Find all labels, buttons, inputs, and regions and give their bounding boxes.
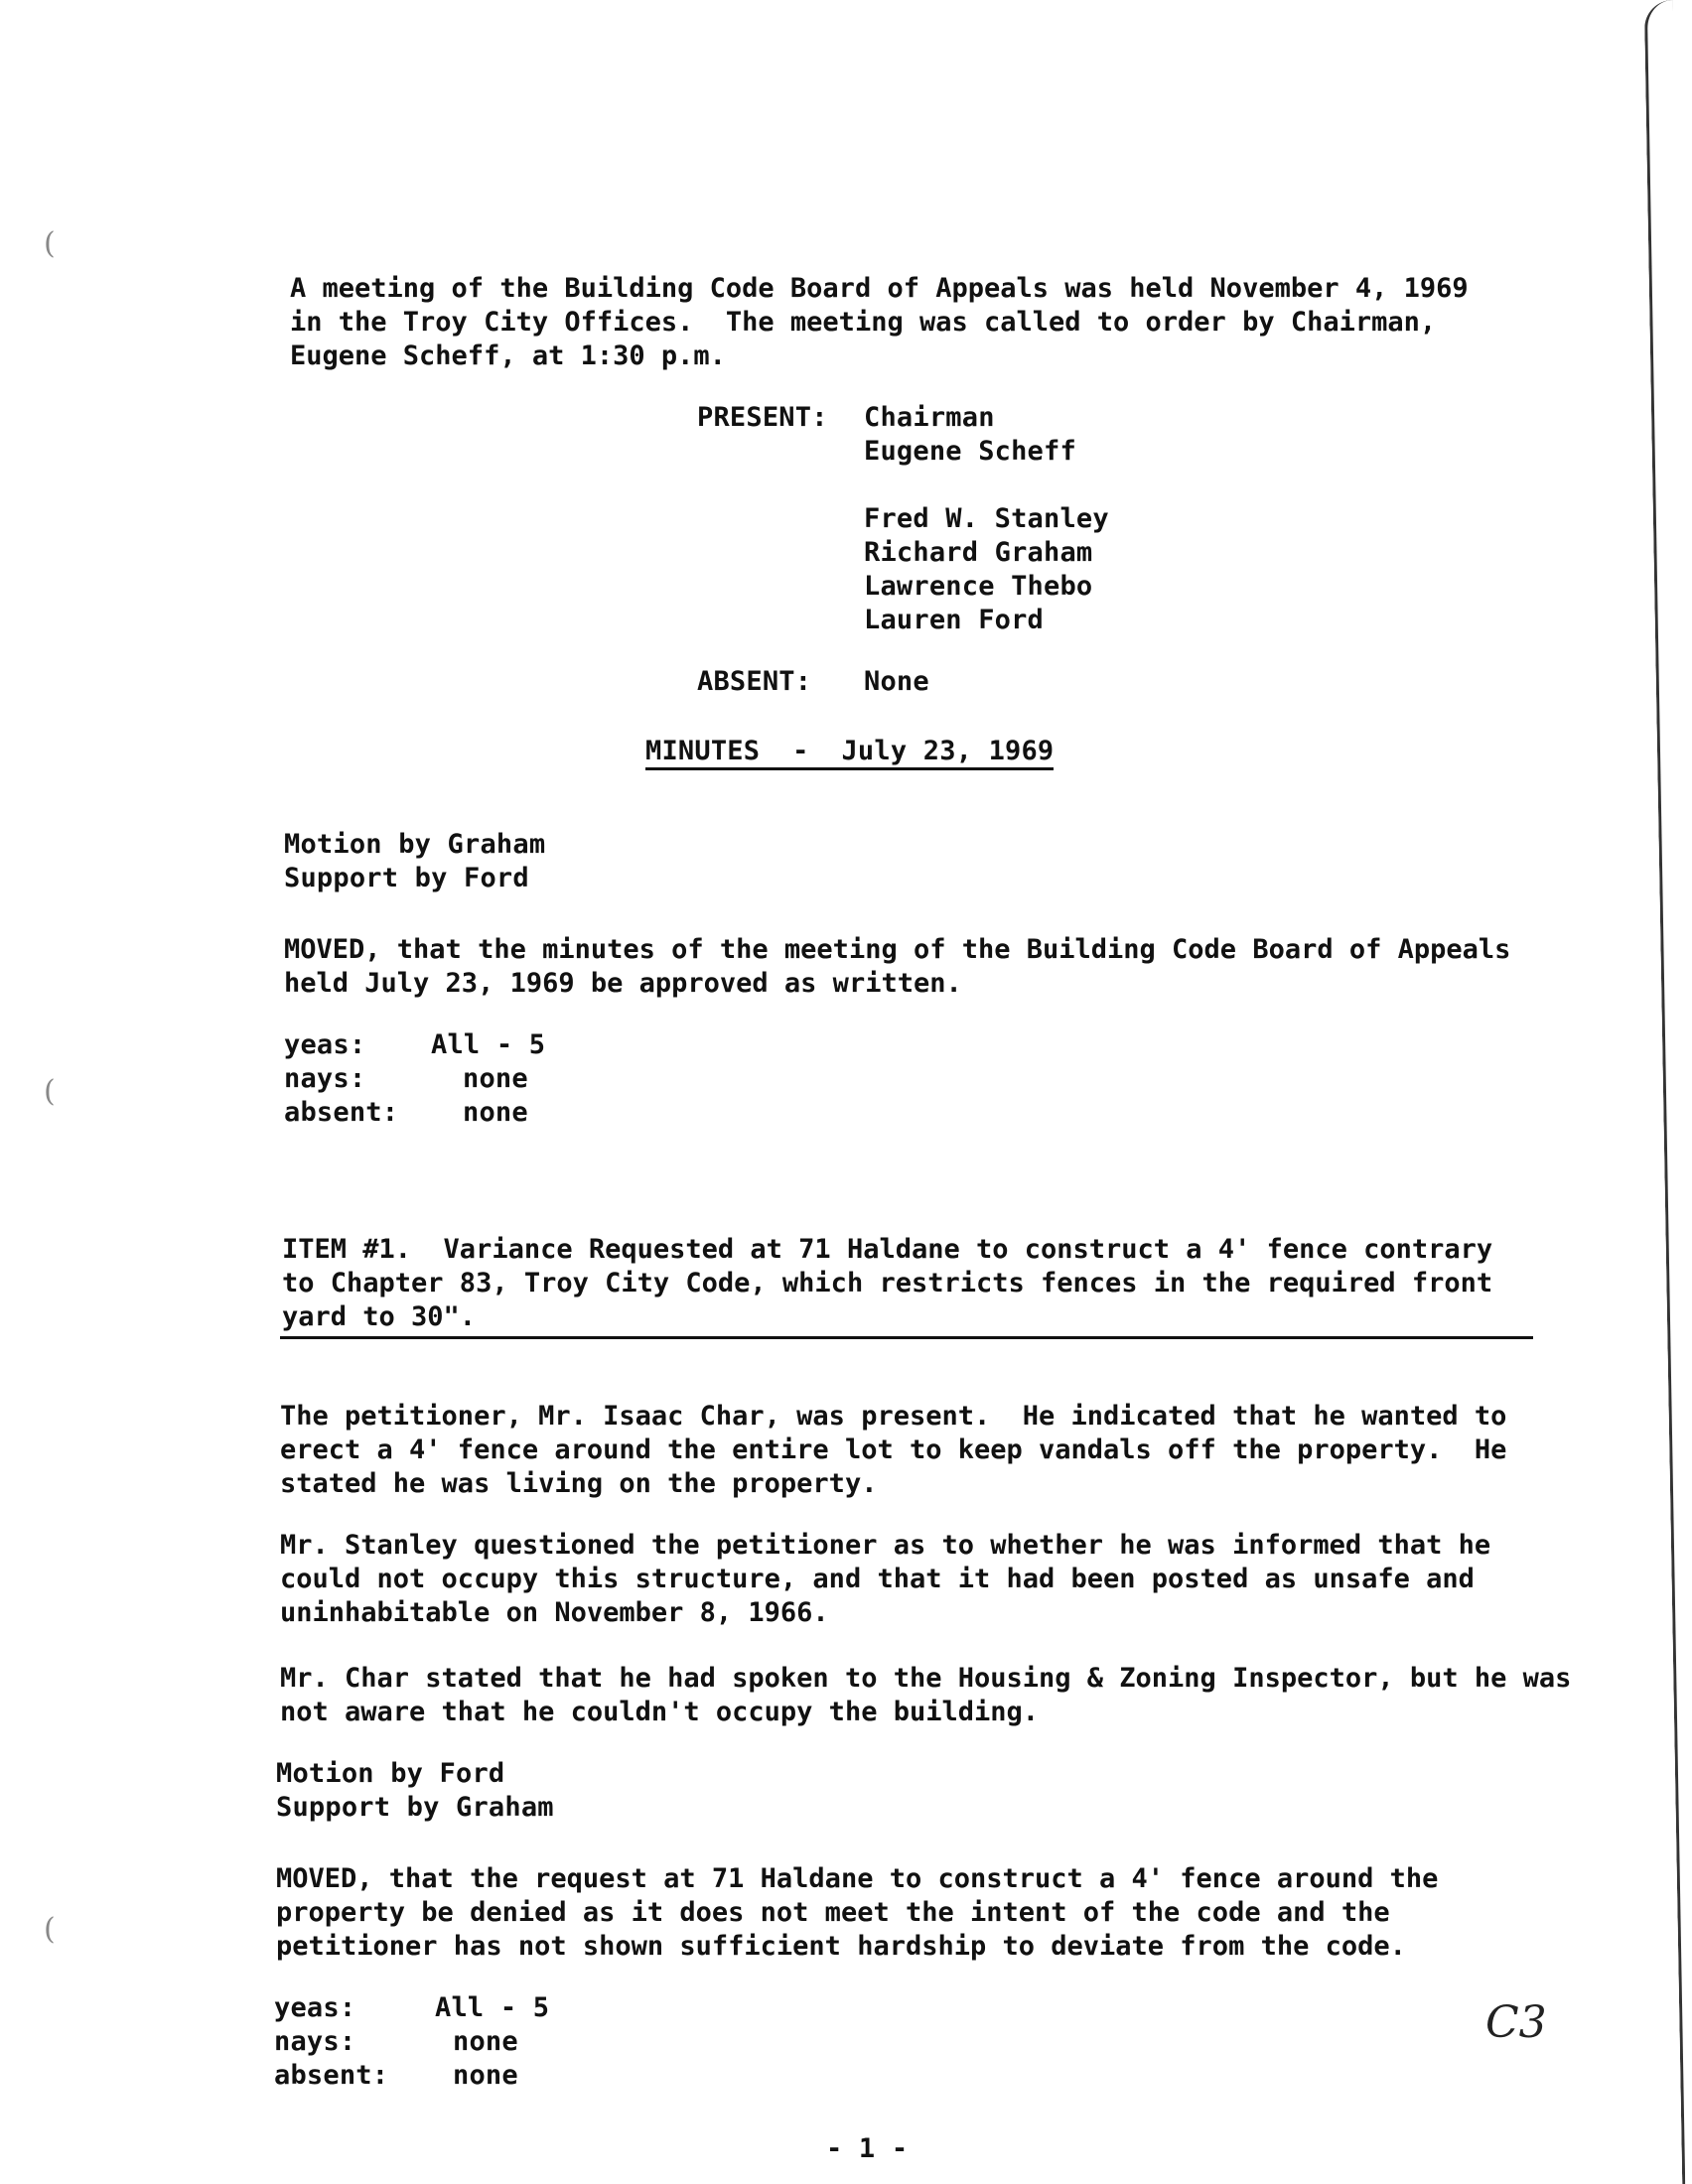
moved-paragraph xyxy=(284,933,1510,1001)
page-edge xyxy=(1644,0,1692,2184)
present-label: PRESENT: xyxy=(697,402,828,433)
char-paragraph xyxy=(280,1662,1571,1729)
nays-label: nays: xyxy=(284,1063,366,1094)
paragraph-line: could not occupy this structure, and that it had been posted as unsafe and xyxy=(280,1564,1475,1594)
paragraph-line: stated he was living on the property. xyxy=(280,1468,878,1499)
support-by: Support by Graham xyxy=(276,1792,554,1823)
absent-vote-value: none xyxy=(463,1097,528,1128)
nays-value: none xyxy=(463,1063,528,1094)
intro-line: Eugene Scheff, at 1:30 p.m. xyxy=(290,341,726,371)
yeas-value: All - 5 xyxy=(435,1992,550,2023)
moved-line: held July 23, 1969 be approved as written. xyxy=(284,968,962,999)
present-name: Richard Graham xyxy=(864,537,1093,568)
yeas-label: yeas: xyxy=(284,1029,366,1060)
minutes-heading: MINUTES - July 23, 1969 xyxy=(645,735,1054,768)
yeas-label: yeas: xyxy=(274,1992,356,2023)
item-heading xyxy=(282,1233,1492,1334)
paragraph-line: The petitioner, Mr. Isaac Char, was present. He indicated that he wanted to xyxy=(280,1401,1507,1432)
item-line: to Chapter 83, Troy City Code, which restricts fences in the required front xyxy=(282,1268,1493,1298)
scan-mark: ( xyxy=(44,1912,56,1947)
page-number: - 1 - xyxy=(826,2133,909,2164)
paragraph-line: Mr. Stanley questioned the petitioner as to whether he was informed that he xyxy=(280,1530,1491,1561)
petitioner-paragraph xyxy=(280,1400,1506,1501)
moved-line: petitioner has not shown sufficient hardship to deviate from the code. xyxy=(276,1931,1406,1962)
nays-label: nays: xyxy=(274,2026,356,2057)
nays-value: none xyxy=(453,2026,518,2057)
intro-line: in the Troy City Offices. The meeting was called to order by Chairman, xyxy=(290,307,1437,338)
moved-paragraph xyxy=(276,1862,1438,1964)
present-name: Fred W. Stanley xyxy=(864,503,1109,534)
present-name: Lawrence Thebo xyxy=(864,571,1093,602)
paragraph-line: not aware that he couldn't occupy the building. xyxy=(280,1697,1040,1727)
moved-line: property be denied as it does not meet the intent of the code and the xyxy=(276,1897,1390,1928)
yeas-value: All - 5 xyxy=(431,1029,546,1060)
intro-line: A meeting of the Building Code Board of Appeals was held November 4, 1969 xyxy=(290,273,1469,304)
absent-vote-label: absent: xyxy=(284,1097,399,1128)
moved-line: MOVED, that the minutes of the meeting of the Building Code Board of Appeals xyxy=(284,934,1511,965)
intro-paragraph xyxy=(290,272,1469,373)
paragraph-line: Mr. Char stated that he had spoken to the Housing & Zoning Inspector, but he was xyxy=(280,1663,1572,1694)
scan-mark: ( xyxy=(44,1074,56,1109)
motion-by: Motion by Graham xyxy=(284,829,546,860)
absent-vote-value: none xyxy=(453,2060,518,2091)
paragraph-line: uninhabitable on November 8, 1966. xyxy=(280,1597,829,1628)
moved-line: MOVED, that the request at 71 Haldane to construct a 4' fence around the xyxy=(276,1863,1439,1894)
absent-vote-label: absent: xyxy=(274,2060,389,2091)
present-name: Eugene Scheff xyxy=(864,436,1076,467)
item-line: yard to 30". xyxy=(282,1301,477,1332)
motion-by: Motion by Ford xyxy=(276,1758,505,1789)
present-name: Chairman xyxy=(864,402,995,433)
handwritten-note: C3 xyxy=(1485,1997,1547,2048)
item-underline xyxy=(280,1336,1533,1339)
absent-label: ABSENT: xyxy=(697,666,812,697)
scan-mark: ( xyxy=(44,226,56,261)
item-line: ITEM #1. Variance Requested at 71 Haldane to construct a 4' fence contrary xyxy=(282,1234,1493,1265)
support-by: Support by Ford xyxy=(284,863,529,893)
paragraph-line: erect a 4' fence around the entire lot to keep vandals off the property. He xyxy=(280,1434,1507,1465)
absent-value: None xyxy=(864,666,929,697)
stanley-paragraph xyxy=(280,1529,1490,1630)
present-name: Lauren Ford xyxy=(864,605,1045,635)
